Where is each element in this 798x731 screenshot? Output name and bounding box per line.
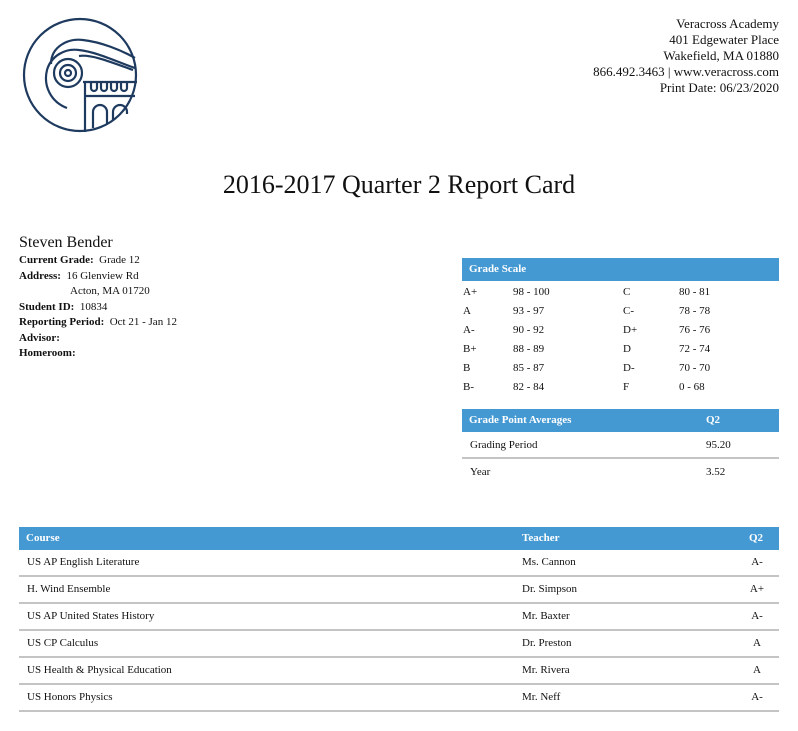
course-name: H. Wind Ensemble	[27, 583, 111, 595]
grade-range: 72 - 74	[679, 343, 711, 355]
course-grade: A-	[751, 556, 763, 568]
grade-letter: C-	[623, 305, 634, 317]
grade-letter: A+	[463, 286, 478, 298]
gpa-value: 95.20	[706, 439, 731, 451]
grade-range: 93 - 97	[513, 305, 545, 317]
grade-range: 78 - 78	[679, 305, 711, 317]
grade-letter: D-	[623, 362, 635, 374]
homeroom-row	[19, 346, 177, 362]
grade-letter: B+	[463, 343, 477, 355]
grade-range: 76 - 76	[679, 324, 711, 336]
course-name: US AP United States History	[27, 610, 155, 622]
gpa-row	[462, 459, 779, 486]
school-contact: 866.492.3463 | www.veracross.com	[593, 64, 779, 79]
address-row	[19, 269, 177, 285]
table-row	[19, 577, 779, 604]
grade-range: 88 - 89	[513, 343, 545, 355]
grade-range: 80 - 81	[679, 286, 711, 298]
report-title: 2016-2017 Quarter 2 Report Card	[222, 170, 576, 199]
grade-range: 85 - 87	[513, 362, 545, 374]
reporting-period-row	[19, 315, 177, 331]
grade-range: 82 - 84	[513, 381, 545, 393]
current-grade-row	[19, 253, 177, 269]
course-column-header: Course	[26, 532, 60, 544]
print-date: Print Date: 06/23/2020	[659, 80, 779, 95]
teacher-name: Dr. Simpson	[522, 583, 578, 595]
grade-column-header: Q2	[749, 532, 764, 544]
school-address-line1: 401 Edgewater Place	[669, 32, 779, 47]
table-row	[19, 685, 779, 712]
teacher-name: Mr. Baxter	[522, 610, 570, 622]
field-label: Homeroom:	[19, 347, 76, 359]
grade-range: 98 - 100	[513, 286, 550, 298]
grade-range: 0 - 68	[679, 381, 705, 393]
field-label: Reporting Period:	[19, 316, 105, 328]
grade-letter: D+	[623, 324, 638, 336]
grade-letter: F	[623, 381, 630, 393]
course-grade: A	[753, 637, 761, 649]
field-value: Grade 12	[99, 254, 140, 266]
table-row	[19, 604, 779, 631]
school-name: Veracross Academy	[676, 16, 779, 31]
gpa-label: Grading Period	[470, 439, 538, 451]
course-grade: A+	[749, 583, 765, 595]
teacher-name: Ms. Cannon	[522, 556, 576, 568]
grade-letter: A-	[463, 324, 475, 336]
teacher-column-header: Teacher	[522, 532, 560, 544]
field-value: Oct 21 - Jan 12	[109, 316, 177, 328]
gpa-value: 3.52	[706, 466, 726, 478]
gpa-header	[462, 409, 779, 432]
teacher-name: Dr. Preston	[522, 637, 572, 649]
gpa-table	[462, 409, 779, 486]
course-name: US Health & Physical Education	[27, 664, 172, 676]
grade-range: 70 - 70	[679, 362, 711, 374]
school-info	[593, 16, 779, 96]
teacher-name: Mr. Neff	[522, 691, 561, 703]
teacher-name: Mr. Rivera	[522, 664, 570, 676]
table-row	[19, 658, 779, 685]
field-label: Current Grade:	[19, 254, 94, 266]
course-name: US CP Calculus	[27, 637, 99, 649]
course-grade: A-	[751, 691, 763, 703]
gpa-row	[462, 432, 779, 459]
table-row	[19, 550, 779, 577]
course-name: US AP English Literature	[27, 556, 140, 568]
field-label: Advisor:	[19, 331, 60, 344]
field-value: 16 Glenview Rd	[66, 269, 139, 282]
advisor-row	[19, 331, 177, 347]
student-id-row	[19, 300, 177, 316]
courses-header	[19, 527, 779, 550]
grade-letter: D	[623, 343, 631, 355]
grade-letter: C	[623, 286, 631, 298]
school-logo-icon	[21, 16, 139, 134]
course-grade: A	[753, 664, 761, 676]
student-name: Steven Bender	[19, 234, 113, 251]
student-info	[19, 234, 177, 362]
table-row	[19, 631, 779, 658]
grade-scale-grid	[462, 281, 779, 397]
field-value: 10834	[79, 300, 108, 313]
field-label: Student ID:	[19, 300, 75, 313]
field-label: Address:	[19, 269, 61, 282]
grade-letter: B	[463, 362, 471, 374]
grade-range: 90 - 92	[513, 324, 545, 336]
grade-scale-header: Grade Scale	[462, 258, 779, 281]
course-grade: A-	[751, 610, 763, 622]
course-name: US Honors Physics	[27, 691, 113, 703]
grade-letter: A	[463, 305, 471, 317]
grade-letter: B-	[463, 381, 474, 393]
field-value: Acton, MA 01720	[70, 285, 150, 297]
gpa-header-label: Grade Point Averages	[469, 414, 572, 426]
address-row-2	[19, 284, 177, 300]
grade-scale-table	[462, 258, 779, 397]
gpa-label: Year	[470, 466, 491, 478]
courses-table	[19, 527, 779, 712]
gpa-header-col: Q2	[706, 414, 721, 426]
school-address-line2: Wakefield, MA 01880	[663, 48, 779, 63]
